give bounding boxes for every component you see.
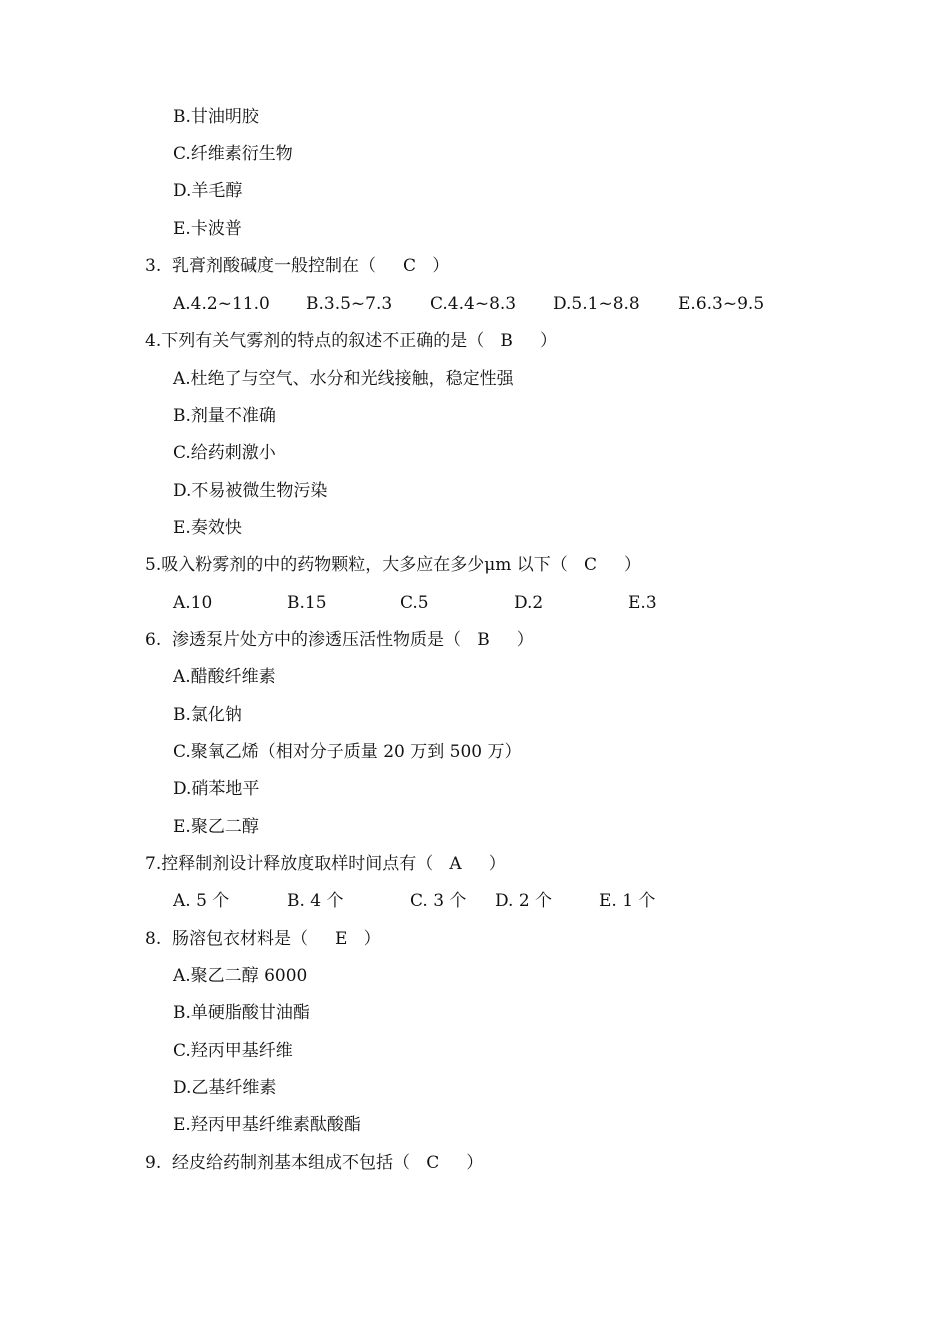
option-line: B.甘油明胶: [173, 107, 259, 127]
option-c: C. 3 个: [410, 891, 467, 911]
option-line: E.聚乙二醇: [173, 817, 259, 837]
option-line: D.羊毛醇: [173, 181, 243, 201]
option-line: D.乙基纤维素: [173, 1078, 277, 1098]
question-3: 3. 乳膏剂酸碱度一般控制在（ C ）: [145, 256, 450, 276]
option-line: D.不易被微生物污染: [173, 481, 328, 501]
option-line: C.聚氧乙烯（相对分子质量 20 万到 500 万）: [173, 742, 522, 762]
question-7: 7.控释制剂设计释放度取样时间点有（ A ）: [145, 854, 506, 874]
option-line: A.杜绝了与空气、水分和光线接触，稳定性强: [173, 369, 514, 389]
option-line: B.氯化钠: [173, 705, 242, 725]
option-line: C.给药刺激小: [173, 443, 276, 463]
option-line: E.奏效快: [173, 518, 242, 538]
option-a: A. 5 个: [173, 891, 230, 911]
question-4: 4.下列有关气雾剂的特点的叙述不正确的是（ B ）: [145, 331, 557, 351]
option-a: A.10: [173, 593, 213, 613]
question-9: 9. 经皮给药制剂基本组成不包括（ C ）: [145, 1153, 484, 1173]
option-line: A.聚乙二醇 6000: [173, 966, 308, 986]
option-line: B.单硬脂酸甘油酯: [173, 1003, 310, 1023]
option-d: D.2: [514, 593, 544, 613]
option-line: C.羟丙甲基纤维: [173, 1041, 293, 1061]
option-line: E.羟丙甲基纤维素酞酸酯: [173, 1115, 361, 1135]
option-line: C.纤维素衍生物: [173, 144, 293, 164]
option-b: B.3.5~7.3: [306, 294, 393, 314]
option-e: E.3: [628, 593, 657, 613]
question-6: 6. 渗透泵片处方中的渗透压活性物质是（ B ）: [145, 630, 534, 650]
option-c: C.5: [400, 593, 429, 613]
option-c: C.4.4~8.3: [430, 294, 517, 314]
option-e: E.6.3~9.5: [678, 294, 765, 314]
option-e: E. 1 个: [599, 891, 656, 911]
option-line: B.剂量不准确: [173, 406, 276, 426]
option-b: B. 4 个: [287, 891, 344, 911]
option-d: D. 2 个: [495, 891, 553, 911]
question-5: 5.吸入粉雾剂的中的药物颗粒，大多应在多少μm 以下（ C ）: [145, 555, 642, 575]
option-line: D.硝苯地平: [173, 779, 260, 799]
option-line: E.卡波普: [173, 219, 242, 239]
option-a: A.4.2~11.0: [173, 294, 270, 314]
option-line: A.醋酸纤维素: [173, 667, 276, 687]
option-d: D.5.1~8.8: [553, 294, 640, 314]
question-8: 8. 肠溶包衣材料是（ E ）: [145, 929, 381, 949]
option-b: B.15: [287, 593, 327, 613]
